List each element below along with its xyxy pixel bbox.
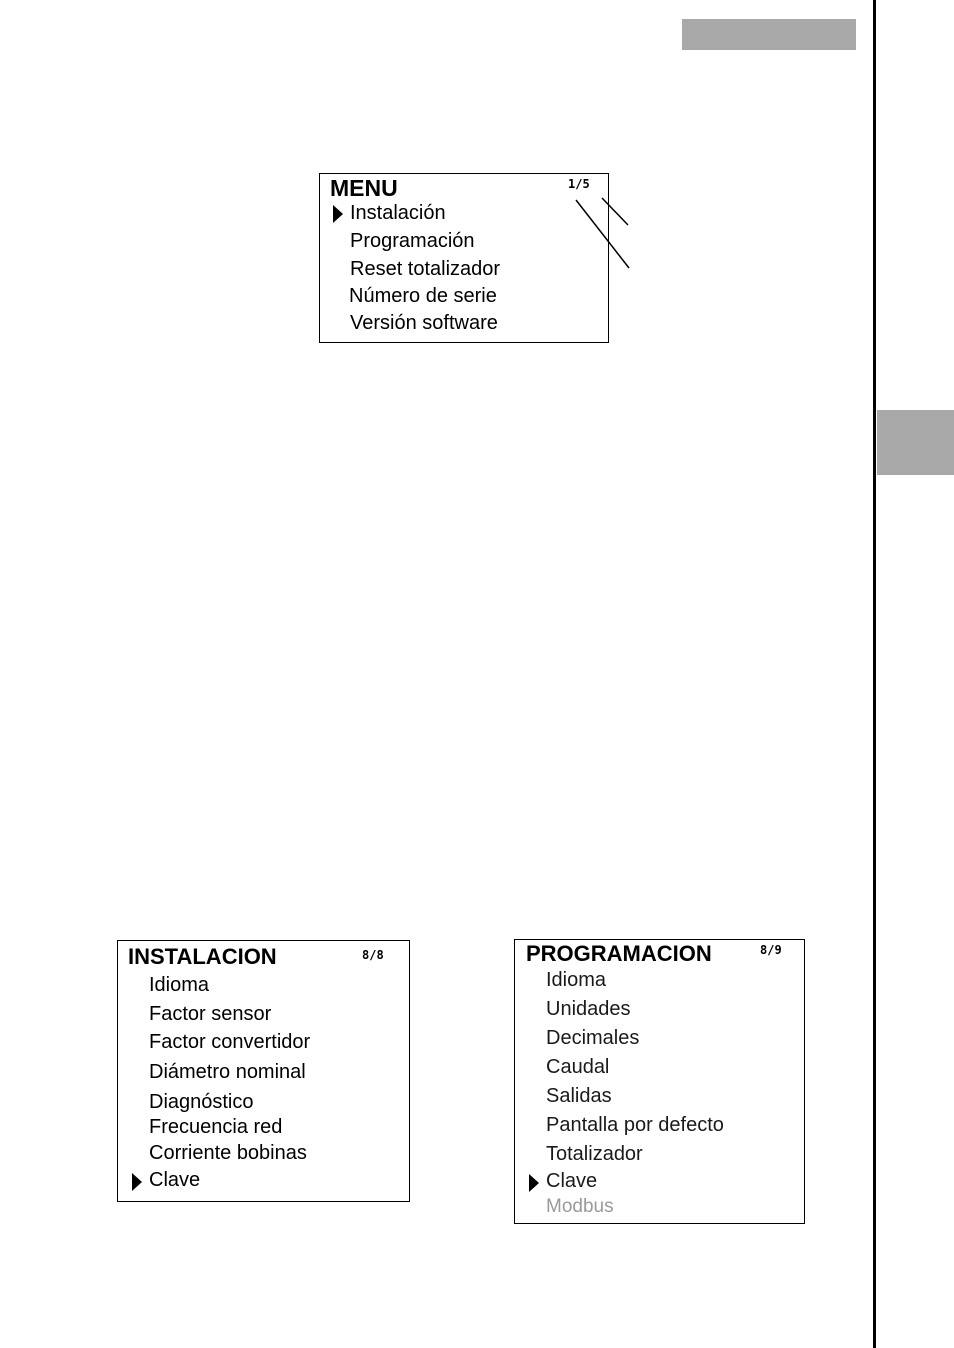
inst-item-clave[interactable]: Clave <box>149 1169 201 1191</box>
prog-item-caudal[interactable]: Caudal <box>546 1056 610 1078</box>
inst-item-factor-sensor[interactable]: Factor sensor <box>149 1003 272 1025</box>
programming-title: PROGRAMACION <box>526 941 712 966</box>
callout-line-lower <box>576 200 629 268</box>
inst-item-factor-convertidor[interactable]: Factor convertidor <box>149 1031 311 1053</box>
inst-item-idioma[interactable]: Idioma <box>149 974 210 996</box>
prog-item-idioma[interactable]: Idioma <box>546 969 607 991</box>
prog-item-modbus: Modbus <box>546 1196 614 1217</box>
installation-title: INSTALACION <box>128 944 277 969</box>
menu-item-programacion[interactable]: Programación <box>350 230 475 252</box>
menu-item-version-software[interactable]: Versión software <box>350 312 498 334</box>
inst-item-frecuencia-red[interactable]: Frecuencia red <box>149 1116 283 1138</box>
prog-item-pantalla-por-defecto[interactable]: Pantalla por defecto <box>546 1114 724 1136</box>
menu-item-numero-serie[interactable]: Número de serie <box>349 285 497 307</box>
installation-page-counter: 8/8 <box>362 948 384 962</box>
menu-item-reset-totalizador[interactable]: Reset totalizador <box>350 258 501 280</box>
callout-line-upper <box>602 198 628 225</box>
menu-title: MENU <box>330 175 398 201</box>
prog-item-decimales[interactable]: Decimales <box>546 1027 640 1049</box>
inst-item-diametro-nominal[interactable]: Diámetro nominal <box>149 1061 306 1083</box>
prog-item-clave[interactable]: Clave <box>546 1170 598 1192</box>
prog-item-salidas[interactable]: Salidas <box>546 1085 612 1107</box>
programming-page-counter: 8/9 <box>760 943 782 957</box>
menu-item-instalacion[interactable]: Instalación <box>350 202 446 224</box>
prog-item-totalizador[interactable]: Totalizador <box>546 1143 643 1165</box>
inst-item-corriente-bobinas[interactable]: Corriente bobinas <box>149 1142 307 1164</box>
prog-item-unidades[interactable]: Unidades <box>546 998 631 1020</box>
inst-item-diagnostico[interactable]: Diagnóstico <box>149 1091 254 1113</box>
menu-page-counter: 1/5 <box>568 177 590 191</box>
